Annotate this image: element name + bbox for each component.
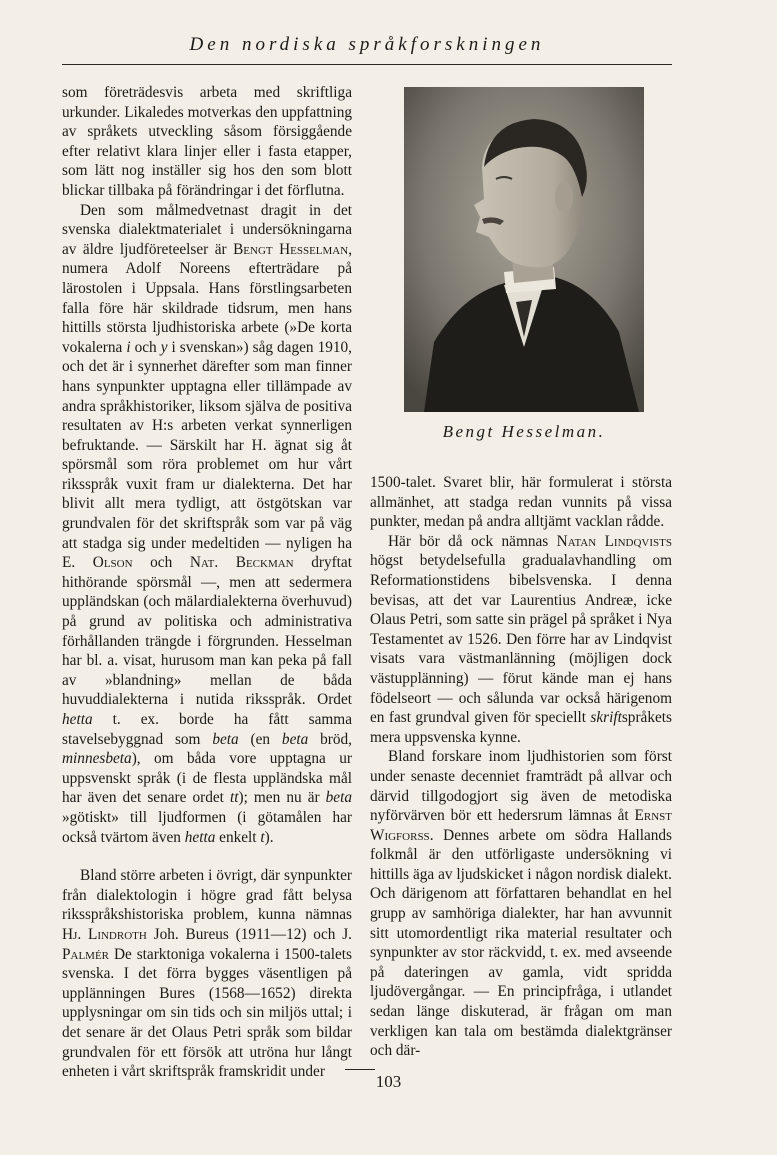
- text-run: ), om båda vore upptagna ur uppsvenskt språk (i de flesta uppländska mål har även det senare ordet: [62, 750, 352, 807]
- running-head: Den nordiska språkforskningen: [189, 34, 545, 55]
- italic-term: beta: [281, 730, 309, 748]
- text-run: Joh. Bureus (1911—12) och J.: [146, 925, 352, 943]
- text-run: dryftat hithörande spörsmål —, men att sedermera uppländskan (och mälardialekterna överhuvud) på grund av politiska och administrativa förhållanden trängde i förgrunden. Hesselman har bl. a. visat, hurusom man kan peka på fall av »blandning» mellan de båda huvuddialekterna i nutida riksspråk. Ordet: [62, 554, 352, 709]
- text-run: och: [130, 338, 161, 356]
- author-name: Palmér: [62, 945, 110, 963]
- text-run: bröd,: [308, 730, 352, 748]
- text-run: högst betydelsefulla gradualavhandling om Reformationstidens bibelsvenska. I denna bevisas, att det var Laurentius Andreæ, icke Olaus Petri, som satte sin prägel på språket i Nya Testamentet av 1526. Den förre har av Lindqvist visats vara västmanlänning (möjligen dock västupplänning) — förut kände man ej hans födelseort — och sålunda var också härigenom en fast grundval given för speciellt: [370, 552, 672, 727]
- paragraph: [62, 201, 352, 848]
- text-run: De starktoniga vokalerna i 1500-talets svenska. I det förra bygges väsentligen på upplänningen Bures (1568—1652) direkta upplysningar om sin tids och sin miljös uttal; i det senare är det Olaus Petri språk som bildar grundvalen för ett försök att utröna hur långt enheten i vårt skriftspråk framskridit under: [62, 945, 352, 1081]
- italic-term: minnesbeta: [62, 750, 132, 768]
- text-run: (en: [238, 730, 282, 748]
- text-run: enkelt: [215, 828, 261, 846]
- text-run: Bland forskare inom ljudhistorien som först under senaste decenniet framträdt på allvar och därvid tillgodogjort sig även de metodiska nyförvärven bör ett hedersrum lämnas åt: [370, 748, 672, 825]
- italic-term: beta: [325, 789, 352, 807]
- author-name: Nat. Beckman: [189, 554, 294, 572]
- text-run: och: [132, 554, 190, 572]
- text-run: Här bör då ock nämnas: [388, 532, 557, 550]
- italic-term: tt: [229, 789, 239, 807]
- page-number-rule: [345, 1069, 375, 1070]
- italic-term: skrift: [590, 709, 622, 727]
- text-run: »götiskt» till ljudformen (i götamålen har också tvärtom även: [62, 808, 352, 846]
- paragraph: [370, 747, 672, 1061]
- text-run: Bland större arbeten i övrigt, där synpunkter från dialektologin i högre grad fått belysa riksspråkshistoriska problem, kunna nämnas: [62, 867, 352, 924]
- text-run: språkets mera uppsvenska kynne.: [370, 709, 672, 746]
- text-run: ); men nu är: [238, 789, 326, 807]
- author-name: Olson: [92, 554, 133, 572]
- right-column: [370, 473, 672, 1063]
- paragraph: som företrädesvis arbeta med skriftliga urkunder. Likaledes motverkas den uppfattning av språkets utveckling såsom försiggående efter relativt klara linjer eller i fasta etapper, som lätt nog inställer sig hos den som blott blickar tillbaka på förändringar i det förflutna.: [62, 84, 352, 199]
- portrait-image: [404, 87, 644, 412]
- text-run: , numera Adolf Noreens efterträdare på lärostolen i Uppsala. Hans förstlingsarbeten falla före här skildrade tidsrum, men hans hittills största ljudhistoriska arbete (»De korta vokalerna: [62, 240, 353, 356]
- text-run: ).: [264, 828, 274, 846]
- author-name: Hj. Lindroth: [62, 925, 147, 943]
- text-run: . Dennes arbete om södra Hallands folkmål är den utförligaste undersökning vi hittills äga av ljudskicket i någon nordisk dialekt. Och därigenom att författaren behandlat en hel grupp av samhöriga dialekter, har han avvunnit sitt utomordentligt rika material resultater och synpunkter av stor räckvidd, t. ex. med avseende på dateringen av gamla, vidt spridda ljudövergångar. — En principfråga, i utlandet sedan länge diskuterad, är frågan om man verkligen kan tala om bestämda dialektgränser och där-: [370, 826, 672, 1060]
- text-run: i svenskan») såg dagen 1910, och det är i synnerhet därefter som man finner hans synpunkter upptagna eller tillämpade av andra språkhistoriker, liksom själva de positiva resultaten av H:s arbeten verkat synnerligen befruktande. — Särskilt har H. ägnat sig åt spörsmål som röra problemet om hur vårt riksspråk vuxit fram ur dialekterna. Det har blivit allt mera tydligt, att östgötskan var grundvalen för det skriftspråk som var på väg att stadga sig under medeltiden — nyligen ha E.: [62, 338, 352, 572]
- page-number: 103: [375, 1072, 402, 1091]
- italic-term: beta: [212, 730, 239, 748]
- left-column: [62, 83, 353, 1081]
- italic-term: t: [260, 828, 265, 846]
- author-name: Natan Lindqvists: [556, 532, 672, 550]
- paragraph: [370, 532, 672, 748]
- paragraph: 1500-talet. Svaret blir, här formulerat i största allmänhet, att stadga redan vunnits på vissa punkter, medan på andra alltjämt vacklan rådde.: [370, 474, 672, 531]
- text-run: t. ex. borde ha fått samma stavelsebyggnad som: [62, 711, 352, 748]
- paragraph: [62, 866, 352, 1082]
- italic-term: i: [126, 338, 131, 356]
- portrait-photo: [404, 87, 644, 412]
- italic-term: hetta: [184, 828, 216, 846]
- author-name: Bengt Hesselman: [233, 240, 349, 258]
- text-run: Den som målmedvetnast dragit in det svenska dialektmaterialet i undersökningarna av äldre ljudföreteelser är: [62, 201, 352, 258]
- italic-term: y: [160, 338, 168, 356]
- portrait-caption: Bengt Hesselman.: [442, 422, 606, 441]
- italic-term: hetta: [62, 711, 93, 728]
- header-rule: [62, 64, 672, 65]
- author-name: Ernst Wigforss: [370, 807, 672, 844]
